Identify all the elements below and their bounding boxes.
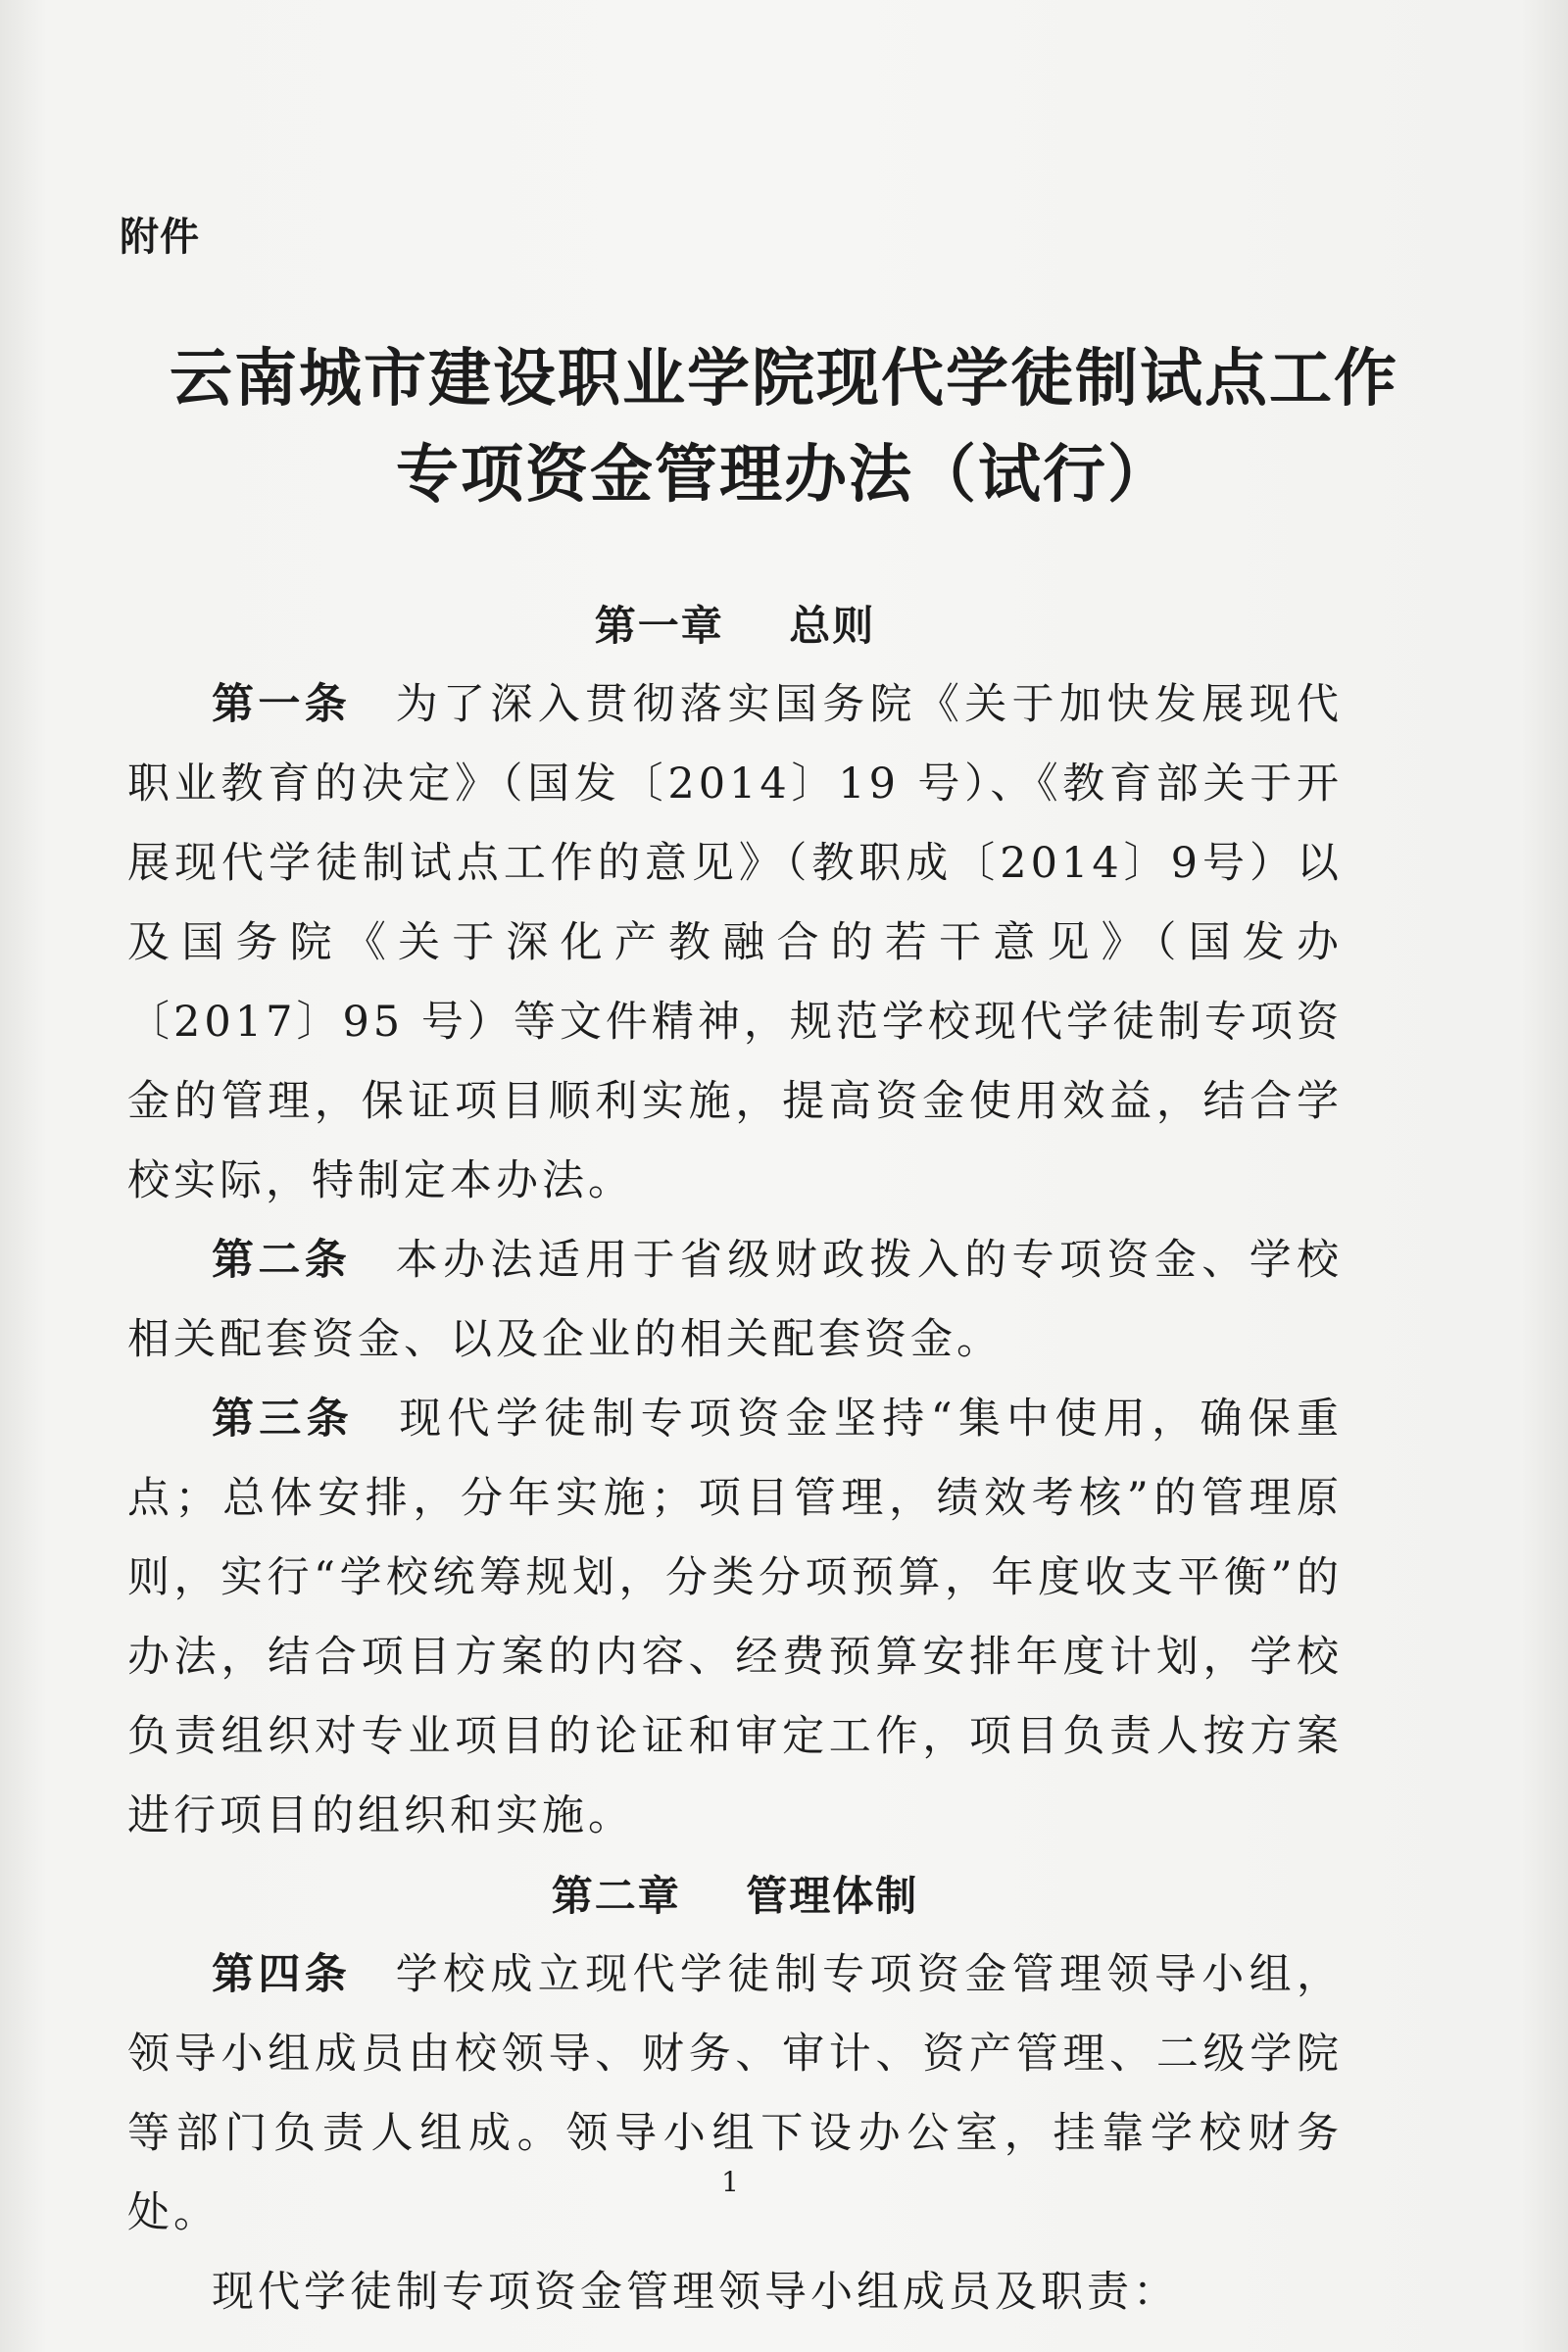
members-duties-line: 现代学徒制专项资金管理领导小组成员及职责：: [212, 2268, 1179, 2317]
document-body: [127, 586, 1343, 2332]
title-line-2: 专项资金管理办法（试行）: [396, 439, 1172, 512]
article-2-label: 第二条: [212, 1236, 352, 1285]
article-1-text: 为了深入贯彻落实国务院《关于加快发展现代职业教育的决定》（国发〔2014〕19 号）、《教育部关于开展现代学徒制试点工作的意见》（教职成〔2014〕9号）以及国务院《关于深化产教融合的若干意见》（国发办〔2017〕95 号）等文件精神，规范学校现代学徒制专项资金的管理，保证项目顺利实施，提高资金使用效益，结合学校实际，特制定本办法。: [127, 680, 1344, 1205]
article-4: [127, 1936, 1343, 2253]
article-2-text: 本办法适用于省级财政拨入的专项资金、学校相关配套资金、以及企业的相关配套资金。: [127, 1236, 1344, 1364]
article-3-label: 第三条: [212, 1395, 354, 1444]
article-3: [127, 1380, 1343, 1856]
chapter-1-heading: 第一章 总则: [594, 602, 876, 650]
document-title: [98, 331, 1470, 523]
title-line-1: 云南城市建设职业学院现代学徒制试点工作: [170, 343, 1398, 416]
attachment-label: 附件: [120, 215, 200, 260]
chapter-2-heading: 第二章 管理体制: [551, 1872, 919, 1920]
article-3-text: 现代学徒制专项资金坚持“集中使用，确保重点；总体安排，分年实施；项目管理，绩效考核”的管理原则，实行“学校统筹规划，分类分项预算，年度收支平衡”的办法，结合项目方案的内容、经费预算安排年度计划，学校负责组织对专业项目的论证和审定工作，项目负责人按方案进行项目的组织和实施。: [127, 1395, 1344, 1840]
article-2: [127, 1221, 1343, 1380]
article-1-label: 第一条: [212, 680, 352, 729]
article-1: [127, 665, 1343, 1221]
article-4-label: 第四条: [212, 1950, 352, 1999]
page-number: 1: [721, 2166, 739, 2198]
article-4-text: 学校成立现代学徒制专项资金管理领导小组，领导小组成员由校领导、财务、审计、资产管理、二级学院等部门负责人组成。领导小组下设办公室，挂靠学校财务处。: [127, 1950, 1344, 2237]
